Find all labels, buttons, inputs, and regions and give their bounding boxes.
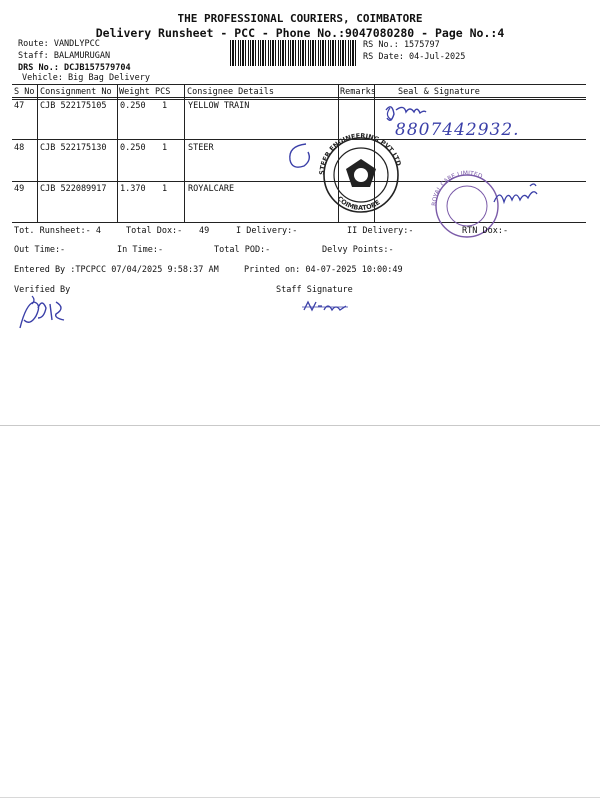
barcode xyxy=(230,40,358,66)
delivery-points-label: Delvy Points:- xyxy=(322,245,394,255)
header-seal-signature: Seal & Signature xyxy=(398,87,480,97)
row-weight: 1.370 xyxy=(120,184,146,194)
entered-by: Entered By :TPCPCC 07/04/2025 9:58:37 AM xyxy=(14,265,219,275)
header-consignment: Consignment No xyxy=(40,87,112,97)
row-sno: 47 xyxy=(14,101,25,111)
scan-artifact-line xyxy=(0,425,600,426)
handwritten-phone: 8807442932. xyxy=(395,120,520,140)
row-weight: 0.250 xyxy=(120,101,146,111)
staff-signature xyxy=(302,298,352,316)
header-weight: Weight xyxy=(119,87,150,97)
document-title: THE PROFESSIONAL COURIERS, COIMBATORE xyxy=(177,12,423,25)
i-delivery-label: I Delivery:- xyxy=(236,226,298,236)
total-runsheet: Tot. Runsheet:- 4 xyxy=(14,226,101,236)
column-divider xyxy=(117,84,118,222)
out-time-label: Out Time:- xyxy=(14,245,66,255)
total-dox-label: Total Dox:- xyxy=(126,226,183,236)
staff-signature-label: Staff Signature xyxy=(276,285,353,295)
scan-artifact-line xyxy=(0,797,600,798)
rtn-dox-label: RTN Dox:- xyxy=(462,226,509,236)
handwritten-signature-royalcare xyxy=(490,178,550,212)
rs-number: RS No.: 1575797 xyxy=(363,40,440,50)
ii-delivery-label: II Delivery:- xyxy=(347,226,414,236)
row-consignee: ROYALCARE xyxy=(188,184,235,194)
verifier-signature xyxy=(14,290,94,334)
total-dox-value: 49 xyxy=(199,226,210,236)
stamp-text-top: STEER ENGINEERING PVT LTD xyxy=(317,133,403,176)
row-pcs: 1 xyxy=(162,143,168,153)
route-label: Route: VANDLYPCC xyxy=(18,39,100,49)
header-pcs: PCS xyxy=(155,87,171,97)
column-divider xyxy=(37,84,38,222)
row-consignee: STEER xyxy=(188,143,214,153)
staff-label: Staff: BALAMURUGAN xyxy=(18,51,111,61)
table-top-rule xyxy=(12,84,586,85)
verified-by-label: Verified By xyxy=(14,285,71,295)
table-header-rule xyxy=(12,97,586,98)
header-sno: S No xyxy=(14,87,35,97)
stamp-text-bottom: COIMBATORE xyxy=(335,194,382,213)
rs-date: RS Date: 04-Jul-2025 xyxy=(363,52,466,62)
row-consignee: YELLOW TRAIN xyxy=(188,101,250,111)
royalcare-stamp-text: ROYAL CARE LIMITED xyxy=(430,170,484,207)
row-pcs: 1 xyxy=(162,101,168,111)
header-consignee: Consignee Details xyxy=(187,87,274,97)
document-subtitle: Delivery Runsheet - PCC - Phone No.:9047080280 - Page No.:4 xyxy=(95,26,505,40)
drs-number: DRS No.: DCJB157579704 xyxy=(18,63,131,73)
row-consignment: CJB 522175105 xyxy=(40,101,107,111)
row-consignment: CJB 522175130 xyxy=(40,143,107,153)
row-consignment: CJB 522089917 xyxy=(40,184,107,194)
column-divider xyxy=(184,84,185,222)
row-pcs: 1 xyxy=(162,184,168,194)
in-time-label: In Time:- xyxy=(117,245,164,255)
row-weight: 0.250 xyxy=(120,143,146,153)
row-sno: 48 xyxy=(14,143,25,153)
vehicle-label: Vehicle: Big Bag Delivery xyxy=(22,73,150,83)
handwritten-initial xyxy=(282,138,322,174)
printed-on: Printed on: 04-07-2025 10:00:49 xyxy=(244,265,403,275)
row-sno: 49 xyxy=(14,184,25,194)
header-remarks: Remarks xyxy=(340,87,376,97)
total-pod-label: Total POD:- xyxy=(214,245,271,255)
steer-company-stamp xyxy=(310,133,412,213)
